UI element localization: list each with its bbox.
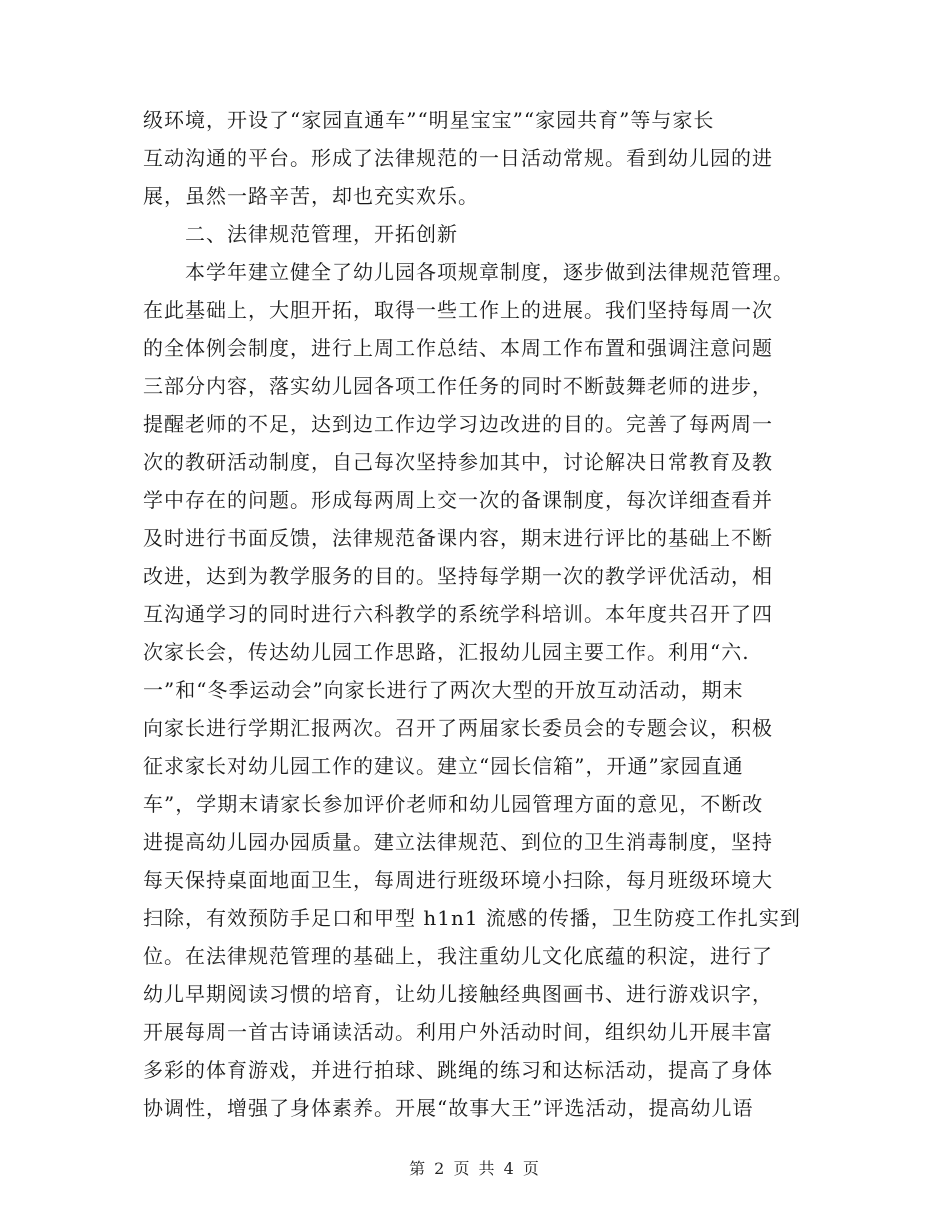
text-line: 次家长会，传达幼儿园工作思路，汇报幼儿园主要工作。利用“六.	[143, 640, 750, 664]
text-line: 幼儿早期阅读习惯的培育，让幼儿接触经典图画书、进行游戏识字，	[143, 982, 773, 1006]
text-line: 的全体例会制度，进行上周工作总结、本周工作布置和强调注意问题	[143, 336, 773, 360]
text-line: 进提高幼儿园办园质量。建立法律规范、到位的卫生消毒制度，坚持	[143, 830, 773, 854]
text-line: 协调性，增强了身体素养。开展“故事大王”评选活动，提高幼儿语	[143, 1096, 754, 1120]
section-heading: 二、法律规范管理，开拓创新	[185, 222, 458, 246]
text-line: 多彩的体育游戏，并进行拍球、跳绳的练习和达标活动，提高了身体	[143, 1058, 773, 1082]
text-line: 提醒老师的不足，达到边工作边学习边改进的目的。完善了每两周一	[143, 412, 773, 436]
text-line: 在此基础上，大胆开拓，取得一些工作上的进展。我们坚持每周一次	[143, 298, 773, 322]
text-line: 向家长进行学期汇报两次。召开了两届家长委员会的专题会议，积极	[143, 716, 773, 740]
text-line: 扫除，有效预防手足口和甲型 h1n1 流感的传播，卫生防疫工作扎实到	[143, 906, 801, 930]
text-line: 车”，学期末请家长参加评价老师和幼儿园管理方面的意见，不断改	[143, 792, 764, 816]
text-line: 征求家长对幼儿园工作的建议。建立“园长信箱”，开通”家园直通	[143, 754, 744, 778]
text-line: 次的教研活动制度，自己每次坚持参加其中，讨论解决日常教育及教	[143, 450, 773, 474]
text-line: 一”和“冬季运动会”向家长进行了两次大型的开放互动活动，期末	[143, 678, 744, 702]
text-line: 互沟通学习的同时进行六科教学的系统学科培训。本年度共召开了四	[143, 602, 773, 626]
text-line: 学中存在的问题。形成每两周上交一次的备课制度，每次详细查看并	[143, 488, 773, 512]
text-line: 互动沟通的平台。形成了法律规范的一日活动常规。看到幼儿园的进	[143, 146, 773, 170]
page-number-footer: 第 2 页 共 4 页	[409, 1159, 541, 1178]
text-line: 级环境，开设了“家园直通车”“明星宝宝”“家园共育”等与家长	[143, 108, 715, 132]
text-line: 三部分内容，落实幼儿园各项工作任务的同时不断鼓舞老师的进步，	[143, 374, 773, 398]
text-line: 改进，达到为教学服务的目的。坚持每学期一次的教学评优活动，相	[143, 564, 773, 588]
text-line: 开展每周一首古诗诵读活动。利用户外活动时间，组织幼儿开展丰富	[143, 1020, 773, 1044]
text-line: 及时进行书面反馈，法律规范备课内容，期末进行评比的基础上不断	[143, 526, 773, 550]
text-line: 展，虽然一路辛苦，却也充实欢乐。	[143, 184, 479, 208]
text-line: 本学年建立健全了幼儿园各项规章制度，逐步做到法律规范管理。	[185, 260, 794, 284]
text-line: 位。在法律规范管理的基础上，我注重幼儿文化底蕴的积淀，进行了	[143, 944, 773, 968]
text-line: 每天保持桌面地面卫生，每周进行班级环境小扫除，每月班级环境大	[143, 868, 773, 892]
